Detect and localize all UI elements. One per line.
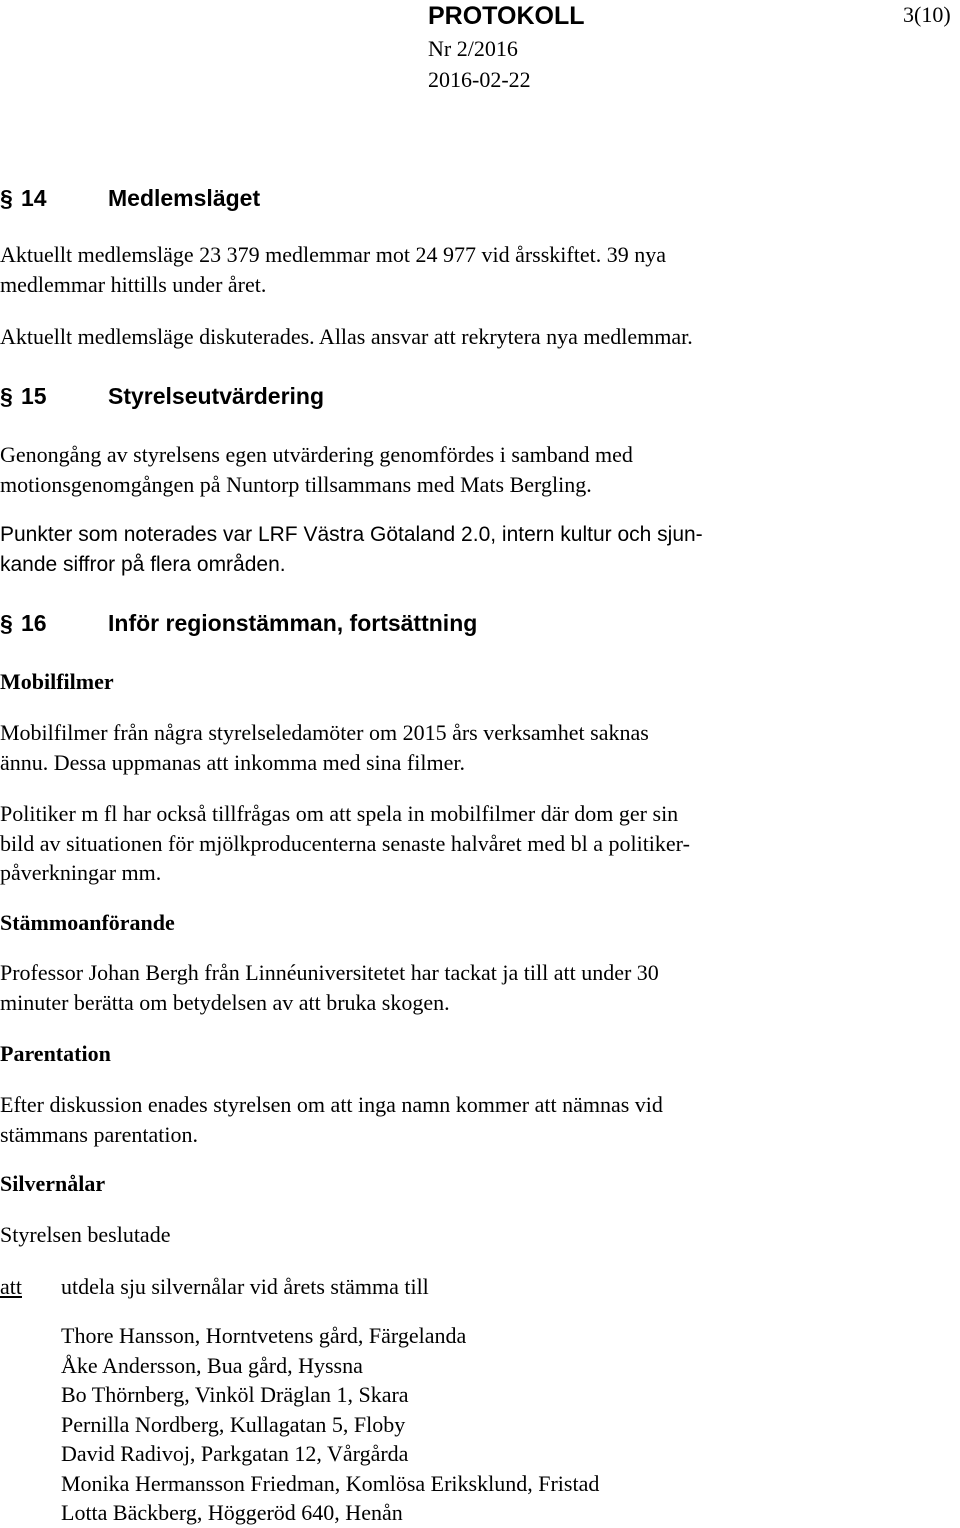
paragraph: Mobilfilmer från några styrelseledamöter om 2015 års verksamhet saknas ännu. Dessa uppmanas att inkomma med sina filmer. [0, 720, 649, 775]
section-mark: § [0, 185, 13, 211]
list-item: Pernilla Nordberg, Kullagatan 5, Floby [61, 1411, 406, 1437]
section-title: Medlemsläget [108, 185, 261, 211]
list-item: Bo Thörnberg, Vinköl Dräglan 1, Skara [61, 1382, 409, 1407]
paragraph: Efter diskussion enades styrelsen om att inga namn kommer att nämnas vid stämmans parentation. [0, 1092, 663, 1147]
paragraph: Aktuellt medlemsläge diskuterades. Allas ansvar att rekrytera nya medlemmar. [0, 324, 693, 349]
decision-att: att [0, 1274, 22, 1299]
list-item: Thore Hansson, Horntvetens gård, Färgelanda [61, 1323, 467, 1348]
section-number: 14 [21, 185, 47, 211]
paragraph: Genongång av styrelsens egen utvärdering genomfördes i samband med motionsgenomgången på Nuntorp tillsammans med Mats Bergling. [0, 442, 633, 497]
list-item: David Radivoj, Parkgatan 12, Vårgårda [61, 1441, 409, 1466]
protocol-date: 2016-02-22 [428, 67, 531, 92]
section-mark: § [0, 610, 13, 636]
paragraph: Politiker m fl har också tillfrågas om att spela in mobilfilmer där dom ger sin bild av situationen för mjölkproducenterna senaste halvåret med bl a politiker- påverkningar mm. [0, 801, 690, 885]
paragraph: Professor Johan Bergh från Linnéuniversitetet har tackat ja till att under 30 minuter berätta om betydelsen av att bruka skogen. [0, 960, 659, 1015]
document-title: PROTOKOLL [428, 2, 585, 30]
section-14-heading [0, 183, 261, 213]
page-number: 3(10) [903, 2, 951, 27]
decision-intro: Styrelsen beslutade [0, 1222, 171, 1247]
section-15-heading [0, 381, 325, 411]
list-item: Monika Hermansson Friedman, Komlösa Eriksklund, Fristad [61, 1470, 600, 1496]
section-16-heading [0, 608, 478, 638]
section-mark: § [0, 383, 13, 409]
paragraph: Punkter som noterades var LRF Västra Götaland 2.0, intern kultur och sjun- kande siffror på flera områden. [0, 523, 703, 576]
section-number: 15 [21, 383, 47, 409]
list-item: Lotta Bäckberg, Höggeröd 640, Henån [61, 1500, 403, 1525]
subheading-parentation: Parentation [0, 1041, 111, 1066]
paragraph: Aktuellt medlemsläge 23 379 medlemmar mot 24 977 vid årsskiftet. 39 nya medlemmar hittills under året. [0, 242, 666, 297]
section-title: Inför regionstämman, fortsättning [108, 610, 478, 636]
subheading-stammoanforande: Stämmoanförande [0, 910, 175, 935]
subheading-silvernalar: Silvernålar [0, 1171, 106, 1196]
section-number: 16 [21, 610, 47, 636]
list-item: Åke Andersson, Bua gård, Hyssna [61, 1352, 363, 1378]
protocol-number: Nr 2/2016 [428, 36, 518, 61]
decision-text: utdela sju silvernålar vid årets stämma till [61, 1274, 429, 1299]
subheading-mobilfilmer: Mobilfilmer [0, 669, 114, 694]
section-title: Styrelseutvärdering [108, 383, 325, 409]
